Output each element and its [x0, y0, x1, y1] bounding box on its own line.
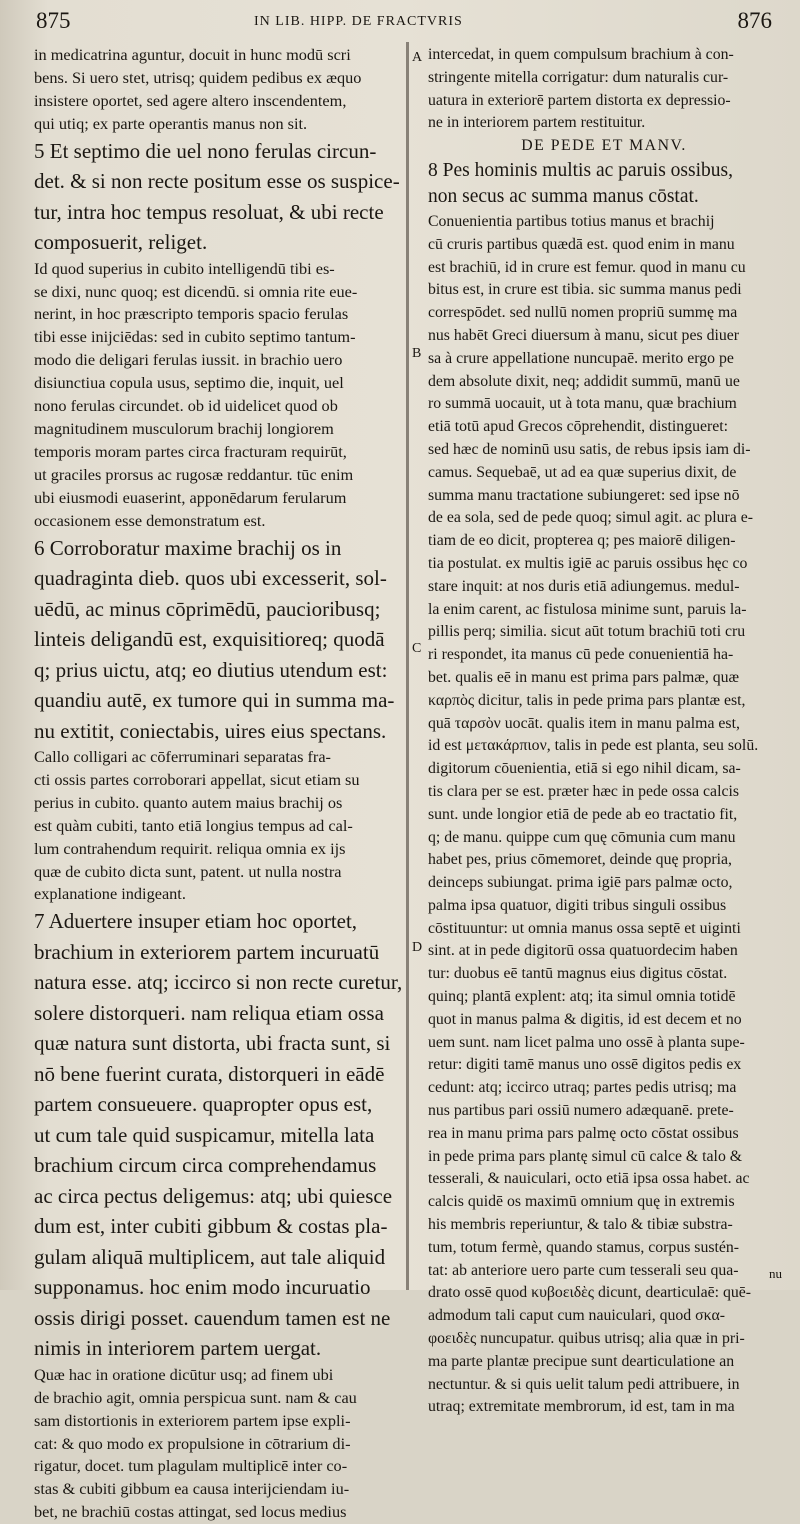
text-line: partem consueuere. quapropter opus est,	[34, 1092, 373, 1117]
text-line: rigatur, docet. tum plagulam multiplicē inter co-	[34, 1456, 348, 1476]
text-line: Quæ hac in oratione dicūtur usq; ad finem ubi	[34, 1364, 334, 1384]
text-line: nimis in interiorem partem uergat.	[34, 1336, 322, 1361]
text-line: stas & cubiti gibbum ea causa interijciendam iu-	[34, 1479, 350, 1499]
right-column	[428, 44, 780, 1416]
text-line: deinceps subiungat. prima igiē pars palmæ octo,	[428, 874, 733, 892]
text-line: cōstituuntur: ut omnia manus ossa septē et uiginti	[428, 919, 741, 937]
text-line: solere distorqueri. nam reliqua etiam ossa	[34, 1000, 384, 1025]
text-line: palma ipsa quatuor, digiti tribus singuli ossibus	[428, 896, 727, 914]
text-line: qui utiq; ex parte operantis manus non sit.	[34, 113, 308, 133]
running-head: IN LIB. HIPP. DE FRACTVRIS	[254, 14, 463, 29]
text-line: habet pes, prius cōmemoret, deinde quę propria,	[428, 851, 732, 869]
text-line: φοειδὲς nuncupatur. quibus utrisq; alia quæ in pri-	[428, 1330, 745, 1348]
text-line: perius in cubito. quanto autem maius brachij os	[34, 792, 343, 812]
text-line: brachium in exteriorem partem incuruatū	[34, 939, 380, 964]
text-line: 8 Pes hominis multis ac paruis ossibus,	[428, 159, 733, 181]
text-line: la enim carent, ac fistulosa minime sunt, paruis la-	[428, 600, 747, 618]
text-line: cat: & quo modo ex propulsione in cōtrarium di-	[34, 1433, 351, 1453]
text-line: sunt. unde longior etiā de pede ab eo tractatio fit,	[428, 805, 738, 823]
text-line: ne in interiorem partem restituitur.	[428, 114, 646, 132]
page-header	[0, 0, 800, 40]
text-line: de ea sola, sed de pede quoq; simul agit. ac plura e-	[428, 509, 754, 527]
text-line: sa à crure appellatione nuncupaē. merito ergo pe	[428, 349, 734, 367]
text-line: temporis moram partes circa fracturam requirūt,	[34, 441, 347, 461]
margin-letter-a: A	[412, 50, 423, 65]
text-line: id est μετακάρπιον, talis in pede est planta, seu solū.	[428, 737, 759, 755]
text-line: q; prius uictu, atq; eo diutius utendum est:	[34, 657, 388, 682]
text-line: magnitudinem musculorum brachij longiorem	[34, 418, 334, 438]
left-page-number: 875	[36, 8, 71, 33]
text-line: de brachio agit, omnia perspicua sunt. nam & cau	[34, 1387, 357, 1407]
text-line: ma parte plantæ precipue sunt dearticulatione an	[428, 1352, 735, 1370]
text-line: uatura in exteriorē partem distorta ex depressio-	[428, 91, 731, 109]
text-line: tur: duobus eē tantū magnus eius digitus cōstat.	[428, 965, 728, 983]
text-line: non secus ac summa manus cōstat.	[428, 186, 699, 208]
text-line: tum, totum fermè, quando stamus, corpus sustén-	[428, 1238, 740, 1256]
text-line: ro summā uocauit, ut à tota manu, quæ brachium	[428, 395, 737, 413]
text-line: ossis dirigi posset. cauendum tamen est ne	[34, 1305, 391, 1330]
text-line: his membris reperiuntur, & talo & tibiæ substra-	[428, 1216, 733, 1234]
text-line: correspōdet. sed nullū nomen propriū summę ma	[428, 304, 738, 322]
text-line: in medicatrina aguntur, docuit in hunc modū scri	[34, 45, 351, 64]
text-line: drato ossē quod κυβοειδὲς dicunt, dearticulaē: quē-	[428, 1284, 752, 1302]
text-line: occasionem esse demonstratum est.	[34, 510, 266, 530]
text-line: det. & si non recte positum esse os suspice-	[34, 169, 400, 194]
text-line: quot in manus palma & digitis, id est decem et no	[428, 1010, 742, 1028]
left-column	[34, 44, 403, 1522]
text-line: tiam de eo dicit, propterea q; pes maiorē diligen-	[428, 532, 736, 550]
text-line: bet. qualis eē in manu est prima pars palmæ, quæ	[428, 668, 740, 686]
text-line: retur: digiti tamē manus uno ossē digitos pedis ex	[428, 1056, 742, 1074]
text-line: camus. Sequebaē, ut ad ea quæ superius dixit, de	[428, 463, 737, 481]
text-line: supponamus. hoc enim modo incuruatio	[34, 1275, 371, 1300]
text-line: tur, intra hoc tempus resoluat, & ubi recte	[34, 199, 384, 224]
text-line: uem sunt. nam licet palma uno ossē à planta supe-	[428, 1033, 745, 1051]
right-page-number: 876	[737, 8, 772, 33]
text-line: sed hæc de nominū usu satis, de rebus ipsis iam di-	[428, 440, 751, 458]
margin-letter-d: D	[412, 940, 423, 955]
text-line: tibi esse inijciēdas: sed in cubito septimo tantum-	[34, 327, 356, 347]
text-line: disiunctiua copula usus, septimo die, inquit, uel	[34, 373, 344, 393]
text-line: nus habēt Greci diuersum à manu, sicut pes diuer	[428, 326, 740, 344]
text-line: nerint, in hoc præscripto temporis spacio ferulas	[34, 304, 349, 324]
text-line: quæ de cubito dicta sunt, patent. ut nulla nostra	[34, 861, 342, 881]
text-line: dum est, inter cubiti gibbum & costas pla-	[34, 1214, 388, 1239]
text-line: uēdū, ac minus cōprimēdū, paucioribusq;	[34, 596, 381, 621]
margin-letter-c: C	[412, 641, 422, 656]
text-line: nō bene fuerint curata, distorqueri in eādē	[34, 1061, 385, 1086]
text-line: quinq; plantā explent: atq; ita simul omnia totidē	[428, 988, 736, 1006]
text-line: utraq; extremitate membrorum, id est, tam in ma	[428, 1398, 735, 1416]
text-line: καρπὸς dicitur, talis in pede prima pars plantæ est,	[428, 691, 746, 709]
text-line: summa manu tractatione subiungeret: sed ipse nō	[428, 486, 740, 504]
text-line: nus partibus pari ossiū numero adæquanē. prete-	[428, 1102, 734, 1120]
text-line: explanatione indigeant.	[34, 884, 186, 904]
text-line: intercedat, in quem compulsum brachium à con-	[428, 46, 734, 63]
text-line: brachium circum circa comprehendamus	[34, 1153, 377, 1178]
text-line: Callo colligari ac cōferruminari separatas fra-	[34, 747, 331, 766]
text-line: tia postulat. ex multis igiē ac paruis ossibus hęc co	[428, 554, 748, 572]
text-line: cedunt: atq; iccirco utraq; partes pedis utrisq; ma	[428, 1079, 737, 1097]
text-line: calcis quidē os maximū omnium quę in extremis	[428, 1193, 735, 1211]
text-line: tesserali, & nauiculari, octo etiā ipsa ossa habet. ac	[428, 1170, 750, 1188]
text-line: ubi eiusmodi euaserint, apponēdarum ferularum	[34, 487, 347, 507]
text-line: tat: ab anteriore uero parte cum tesserali seu qua-	[428, 1261, 739, 1279]
text-line: sam distortionis in exteriorem partem ipse expli-	[34, 1410, 351, 1430]
text-line: natura esse. atq; iccirco si non recte curetur,	[34, 970, 403, 995]
text-line: admodum tali caput cum nauiculari, quod σκα-	[428, 1307, 726, 1325]
text-line: dem absolute dixit, neq; addidit summū, manū ue	[428, 372, 740, 390]
text-line: 5 Et septimo die uel nono ferulas circun-	[34, 138, 377, 163]
text-line: in pede prima pars plantę simul cū calce & talo &	[428, 1147, 743, 1165]
text-line: insistere oportet, sed agere altero inscendentem,	[34, 90, 347, 110]
text-line: cū cruris partibus quædā est. quod enim in manu	[428, 235, 735, 253]
text-line: quā ταρσὸν uocāt. qualis item in manu palma est,	[428, 714, 740, 732]
text-line: bitus est, in crure est tibia. sic summa manus pedi	[428, 281, 742, 299]
text-line: est brachiū, id in crure est femur. quod in manu cu	[428, 258, 746, 276]
text-line: gulam aliquā multiplicem, aut tale aliquid	[34, 1244, 386, 1269]
text-line: Id quod superius in cubito intelligendū tibi es-	[34, 258, 335, 278]
text-line: Conuenientia partibus totius manus et brachij	[428, 212, 715, 230]
text-line: ut graciles prorsus ac rugosæ reddantur. tūc enim	[34, 464, 354, 484]
text-line: quæ natura sunt distorta, ubi fracta sunt, si	[34, 1031, 391, 1056]
text-line: 7 Aduertere insuper etiam hoc oportet,	[34, 909, 358, 934]
column-rule	[406, 42, 409, 1290]
margin-letter-b: B	[412, 346, 422, 361]
text-line: bens. Si uero stet, utrisq; quidem pedibus ex æquo	[34, 67, 362, 87]
text-line: est quàm cubiti, tanto etiā longius tempus ad cal-	[34, 815, 353, 835]
text-line: digitorum cōuenientia, etiā si ego nihil dicam, sa-	[428, 760, 741, 778]
text-line: quandiu autē, ex tumore qui in summa ma-	[34, 688, 395, 712]
text-line: etiā totū apud Grecos cōprehendit, distingueret:	[428, 418, 729, 436]
text-line: stringente mitella corrigatur: dum naturalis cur-	[428, 68, 729, 86]
text-line: lum contrahendum requirit. reliqua omnia ex ijs	[34, 838, 346, 858]
text-line: q; de manu. quippe cum quę cōmunia cum manu	[428, 828, 736, 846]
catchword: nu	[769, 1266, 782, 1281]
text-line: se dixi, nunc quoq; est dicendū. si omnia rite eue-	[34, 281, 358, 301]
text-line: ut cum tale quid suspicamur, mitella lata	[34, 1122, 375, 1147]
text-line: bet, ne brachiū costas attingat, sed locus medius	[34, 1502, 347, 1522]
section-heading: DE PEDE ET MANV.	[521, 137, 687, 155]
text-line: nono ferulas circundet. ob id uidelicet quod ob	[34, 396, 338, 416]
text-line: nu extitit, coniectabis, uires eius spectans.	[34, 718, 387, 743]
text-line: modo die deligari ferulas iussit. in brachio uero	[34, 350, 343, 370]
text-line: stare inquit: at nos duris etiā adiungemus. medul-	[428, 577, 740, 595]
text-line: tis clara per se est. præter hæc in pede ossa calcis	[428, 782, 740, 800]
text-line: ac circa pectus deligemus: atq; ubi quiesce	[34, 1183, 393, 1208]
text-line: cti ossis partes corroborari appellat, sicut etiam su	[34, 769, 360, 789]
text-line: ri respondet, ita manus cū pede conuenientiā ha-	[428, 646, 734, 664]
text-line: nectuntur. & si quis uelit talum pedi attribuere, in	[428, 1375, 740, 1393]
text-line: quadraginta dieb. quos ubi excesserit, sol-	[34, 566, 387, 590]
text-line: linteis deligandū est, exquisitioreq; quodā	[34, 627, 385, 651]
text-line: 6 Corroboratur maxime brachij os in	[34, 535, 342, 560]
text-line: composuerit, religet.	[34, 230, 208, 255]
text-line: pillis perq; similia. sicut aūt totum brachiū toti cru	[428, 623, 746, 641]
text-line: sint. at in pede digitorū ossa quatuordecim haben	[428, 942, 738, 960]
text-line: rea in manu prima pars palmę octo cōstat ossibus	[428, 1124, 739, 1142]
